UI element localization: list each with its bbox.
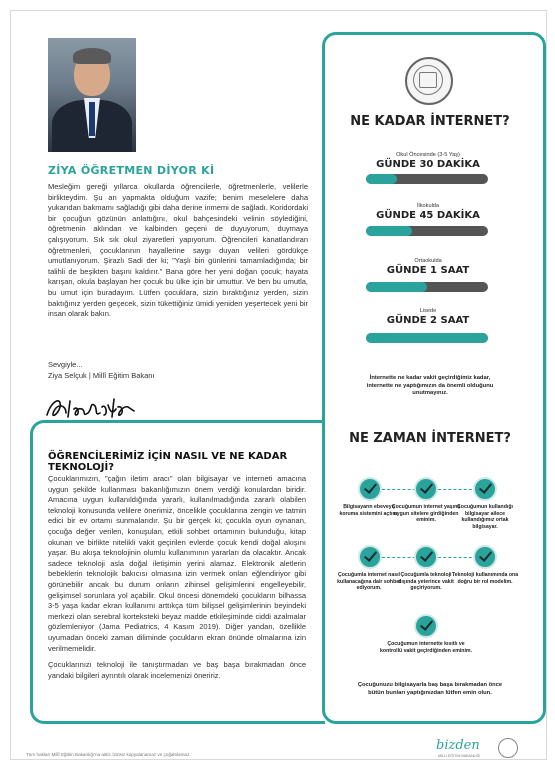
bar-primary: [366, 226, 488, 236]
age-label-preschool: Okul Öncesinde (3-5 Yaş): [396, 152, 460, 158]
bar-fill: [366, 282, 427, 292]
bar-middle: [366, 282, 488, 292]
check-text-5: Çocuğumla teknoloji dışında yeterince vakit geçiriyorum.: [398, 572, 454, 591]
check-text-6: Teknoloji kullanımında ona doğru bir rol modelim.: [451, 572, 519, 585]
note-what-you-do-online: İnternette ne kadar vakit geçirdiğimiz kadar, internette ne yaptığımızın da önemli olduğunu unutmayınız.: [366, 375, 494, 396]
handwritten-signature: [44, 393, 140, 423]
bar-fill: [366, 226, 412, 236]
check-icon: [358, 545, 382, 569]
check-text-2: Çocuğumun internet yaşına uygun sitelere girdiğinden eminim.: [391, 504, 461, 523]
letter-body: Mesleğim gereği yıllarca okullarda öğrencilerle, öğretmenlerle, velilerle birlikteydim. Şu an yapmakta olduğum vazife; benim meselelere daha yukarıdan bakmamı sağladığı gibi daha derine inmemi de sağladı. Koridordaki bir çocuğun gözünün anlattığını, okul bahçesindeki velinin söylediğini, öğretmenin aklından ve kalbinden geçeni de duyuyorum, duymaya çalışıyorum. Sık sık okul ziyaretleri yapıyorum. Öğrencileri kanatlandıran öğretmenleri, çocuklarının hayallerine saygı duyan velileri gördükçe umutlanıyorum. Şirazlı Sadi der ki; "Yaşlı biri günlerini tamamladığında; bir talihli de beşikten başını kaldırır." Bana göre her yeni doğan çocuk; hayata karışan, okula başlayan her çocuk bu ülke için bir umuttur. Ve ben bu umutla, bu umut için buradayım. Lütfen çocuklara, sizin bıraktığınız yerden, sizin baktığınız yerden geçecek, sizin tükettiğiniz ümidi yeniden yeşertecek yeni bir insan olarak bakın.: [48, 182, 308, 319]
check-text-7: Çocuğumun internette kısıtlı ve kontrollü vakit geçirdiğinden eminim.: [380, 641, 472, 654]
signature-block: [48, 360, 155, 381]
limit-middle: GÜNDE 1 SAAT: [386, 265, 470, 276]
heading-how-much-internet: NE KADAR İNTERNET?: [350, 114, 510, 129]
check-text-3: Çocuğumun kullandığı bilgisayar ailece kullandığımız ortak bilgisayar.: [457, 504, 513, 530]
check-icon: [473, 477, 497, 501]
heading-when-internet: NE ZAMAN İNTERNET?: [349, 431, 511, 446]
check-text-4: Çocuğumla internet nasıl kullanacağına dair sohbet ediyorum.: [337, 572, 401, 591]
check-text-1: Bilgisayarın ebeveyn koruma sistemini açtım.: [339, 504, 399, 517]
limit-preschool: GÜNDE 30 DAKİKA: [376, 159, 480, 170]
check-icon: [358, 477, 382, 501]
bar-fill: [366, 174, 397, 184]
bizden-logo: bizden: [436, 738, 480, 753]
bar-high: [366, 333, 488, 343]
ministry-logo-icon: [498, 738, 518, 758]
letter-heading: ZİYA ÖĞRETMEN DİYOR Kİ: [48, 164, 215, 177]
bar-fill: [366, 333, 488, 343]
limit-primary: GÜNDE 45 DAKİKA: [376, 210, 480, 221]
age-label-middle: Ortaokulda: [414, 258, 442, 264]
article-body: [48, 474, 306, 687]
check-icon: [414, 545, 438, 569]
check-icon: [473, 545, 497, 569]
age-label-primary: İlkokulda: [416, 203, 440, 209]
bar-preschool: [366, 174, 488, 184]
minister-portrait: [48, 38, 136, 152]
closing-text: Sevgiyle...: [48, 360, 83, 369]
copyright-notice: Tüm hakları Millî Eğitim Bakanlığı'na aittir. İzinsiz kopyalanamaz ve çoğaltılamaz.: [26, 752, 191, 757]
article-paragraph-2: Çocuklarınızı teknoloji ile tanıştırmadan ve baş başa bırakmadan önce yandaki bilgileri ayrıntılı olarak incelemenizi öneririz.: [48, 660, 306, 680]
check-icon: [414, 477, 438, 501]
limit-high: GÜNDE 2 SAAT: [386, 315, 470, 326]
signer-name: Ziya Selçuk | Millî Eğitim Bakanı: [48, 370, 155, 380]
ministry-seal-icon: [405, 57, 453, 105]
note-before-leaving-alone: Çocuğunuzu bilgisayarla baş başa bırakmadan önce bütün bunları yaptığınızdan lütfen emin olun.: [357, 682, 503, 696]
article-heading: ÖĞRENCİLERİMİZ İÇİN NASIL VE NE KADAR TEKNOLOJİ?: [48, 451, 288, 473]
article-paragraph-1: Çocuklarımızın, "çağın iletim aracı" olan bilgisayar ve interneti amacına uygun şekilde kullanması bakanlığımızın önem verdiği konulardan biridir. Amacına uygun kullanıldığında yararlı, kullanılmadığında zararlı olabilen teknoloji konusunda velilere önerimiz, öncelikle çocuklarına zengin ve tatmin edici bir ev ortamı sunmalarıdır. Şu bir gerçek ki; çocukla oyun oynanan, çocuğa değer verilen, konuşulan, etkili sohbet ortamının bulunduğu, kitap okunan ve birlikte nitelikli vakit geçirilen evlerde çocuk kendi doğal akışını yaşar. Bu akışa teknolojinin olumlu kullanımının yararları da olacaktır. Ancak sadece teknoloji asla doğal iletişimin yerini alamaz. Elektronik aletlerin bebeklerin teknolojik bakıcısı olmasına izin vermek onları eğlendiriyor gibi görünebilir ancak bu durum onların zihinsel gelişimlerini engelleyebilir, gelişimsel sorunlara yol açabilir. Okul öncesi dönemdeki çocukların bilhassa 3-5 yaşa kadar ekran kullanımı arttıkça tüm bilişsel gelişimlerinin beyindeki merkezi olan serebral korteksteki beyaz madde etkileşiminde ciddi azalmalar gözlemleniyor (Jama Pediatrics, 4 Kasım 2019). Diğer yandan, özellikle uyumadan önceki zaman diliminde çocukların ekran önünde olmalarına izin verilmemelidir.: [48, 474, 306, 653]
bizden-subtitle: MİLLİ EĞİTİM BAKANLIĞI: [438, 754, 481, 758]
check-icon: [414, 614, 438, 638]
age-label-high: Lisede: [419, 308, 437, 314]
